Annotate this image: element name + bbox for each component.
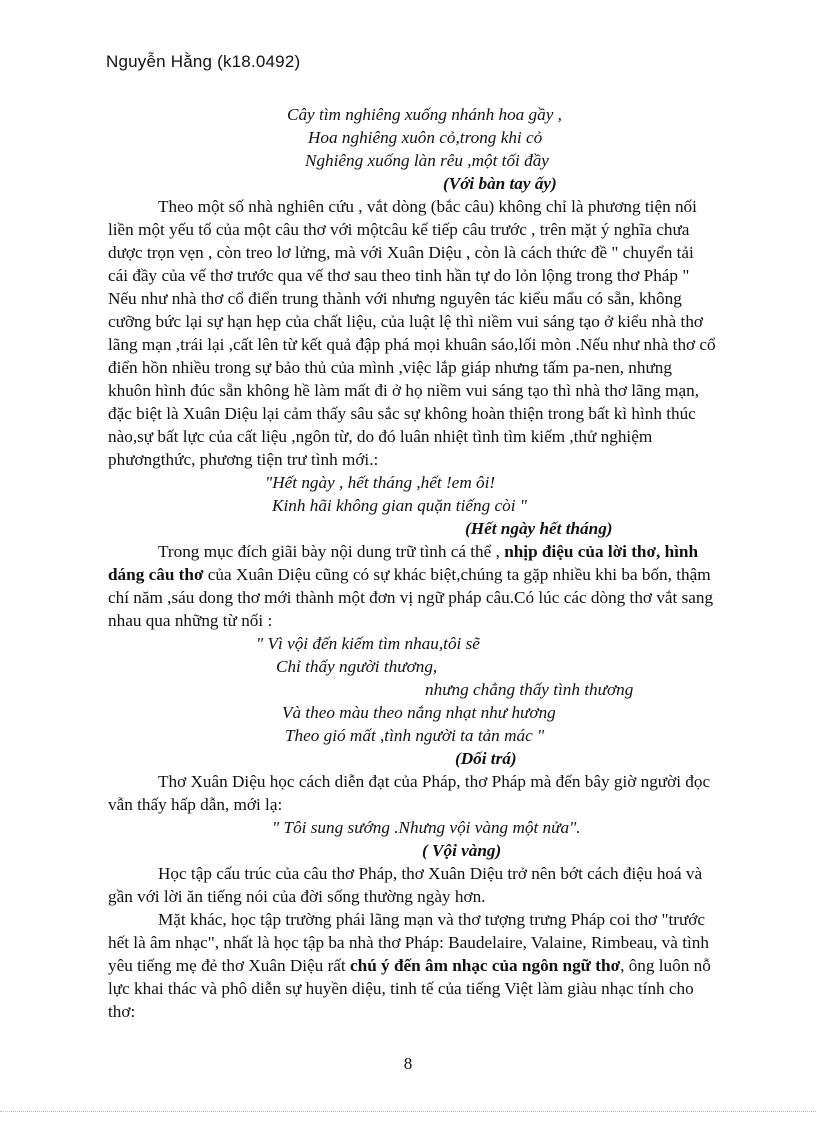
poem-line: Kinh hãi không gian quặn tiếng còi ": [272, 496, 527, 515]
poem-line: Cây tìm nghiêng xuống nhánh hoa gầy ,: [287, 105, 562, 124]
poem-line: nhưng chẳng thấy tình thương: [425, 680, 634, 699]
paragraph-line: Thơ Xuân Diệu học cách diễn đạt của Pháp, thơ Pháp mà đến bây giờ người đọc: [158, 772, 711, 791]
poem-line: Hoa nghiêng xuôn cỏ,trong khi cỏ: [308, 128, 543, 147]
poem-title: (Với bàn tay ấy): [443, 174, 557, 193]
paragraph-line: liền một yếu tố của một câu thơ với mộtcâu kế tiếp câu trước , trên mặt ý nghĩa chưa: [108, 220, 690, 239]
poem-line: Theo gió mất ,tình người ta tản mác ": [285, 726, 545, 745]
text-segment: của Xuân Diệu cũng có sự khác biệt,chúng ta gặp nhiều khi ba bốn, thậm: [203, 565, 711, 584]
paragraph-line: Mặt khác, học tập trường phái lãng mạn và thơ tượng trưng Pháp coi thơ "trước: [158, 910, 705, 929]
text-segment: Trong mục đích giãi bày nội dung trữ tình cá thể ,: [158, 542, 505, 561]
paragraph-line: Theo một số nhà nghiên cứu , vắt dòng (bắc câu) không chỉ là phương tiện nối: [158, 197, 697, 216]
page-number: 8: [403, 1054, 413, 1073]
emphasis-text: dáng câu thơ: [108, 565, 204, 584]
paragraph-line: Nếu như nhà thơ cổ điển trung thành với nhưng nguyên tác kiểu mẩu có sẵn, không: [108, 289, 682, 308]
paragraph-line: nào,sự bất lực của cất liệu ,ngôn từ, do đó luân nhiệt tình tìm kiếm ,thử nghiệm: [108, 427, 653, 446]
paragraph-line: đặc biệt là Xuân Diệu lại cảm thấy sâu sắc sự không hoàn thiện trong bất kì hình thúc: [108, 404, 696, 423]
paragraph-line: [108, 955, 711, 977]
paragraph-line: [158, 541, 698, 563]
poem-title: (Hết ngày hết tháng): [465, 519, 613, 538]
paragraph-line: khuôn hình đúc sẵn không hề làm mất đi ở họ niềm vui sáng tạo thì nhà thơ lãng mạn,: [108, 381, 700, 400]
page-header-author: Nguyễn Hằng (k18.0492): [106, 52, 301, 71]
paragraph-line: vẫn thấy hấp dẫn, mới lạ:: [108, 795, 283, 814]
paragraph-line: nhau qua những từ nối :: [108, 611, 273, 630]
page-bottom-divider: [0, 1111, 816, 1112]
paragraph-line: thơ:: [108, 1002, 136, 1021]
poem-title: ( Vội vàng): [422, 841, 502, 860]
paragraph-line: gần với lời ăn tiếng nói của đời sống thường ngày hơn.: [108, 887, 486, 906]
paragraph-line: lực khai thác và phô diễn sự huyền diệu, tinh tế của tiếng Việt làm giàu nhạc tính cho: [108, 979, 694, 998]
paragraph-line: hết là âm nhạc", nhất là học tập ba nhà thơ Pháp: Baudelaire, Valaine, Rimbeau, và tình: [108, 933, 709, 952]
paragraph-line: dược trọn vẹn , còn treo lơ lửng, mà với Xuân Diệu , còn là cách thức đề " chuyển tải: [108, 243, 694, 262]
poem-line: "Hết ngày , hết tháng ,hết !em ôi!: [265, 473, 496, 492]
paragraph-line: lãng mạn ,trái lại ,cất lên từ kết quả đập phá mọi khuân sáo,lối mòn .Nếu như nhà thơ cổ: [108, 335, 716, 354]
poem-line: " Vì vội đến kiếm tìm nhau,tôi sẽ: [256, 634, 480, 653]
poem-line: Nghiêng xuống làn rêu ,một tối đầy: [305, 151, 549, 170]
poem-title: (Dối trá): [455, 749, 517, 768]
emphasis-text: nhịp điệu của lời thơ, hình: [504, 542, 699, 561]
quote-line: " Tôi sung sướng .Nhưng vội vàng một nửa".: [272, 818, 581, 837]
paragraph-line: cái đầy của vế thơ trước qua vế thơ sau theo tinh hần tự do lỏn lộng trong thơ Pháp ": [108, 266, 690, 285]
paragraph-line: cưỡng bức lại sự hạn hẹp của chất liệu, của luật lệ thì niềm vui sáng tạo ở kiểu nhà thơ: [108, 312, 704, 331]
paragraph-line: Học tập cấu trúc của câu thơ Pháp, thơ Xuân Diệu trở nên bớt cách điệu hoá và: [158, 864, 703, 883]
poem-line: Và theo màu theo nắng nhạt như hương: [282, 703, 556, 722]
paragraph-line: điển hồn nhiều trong sự bảo thủ của mình ,việc lắp giáp nhưng tấm pa-nen, nhưng: [108, 358, 672, 377]
poem-line: Chỉ thấy người thương,: [276, 657, 438, 676]
emphasis-text: chú ý đến âm nhạc của ngôn ngữ thơ: [350, 956, 621, 975]
paragraph-line: chí năm ,sáu dong thơ mới thành một đơn vị ngữ pháp câu.Có lúc các dòng thơ vắt sang: [108, 588, 714, 607]
paragraph-line: phươngthức, phương tiện trư tình mới.:: [108, 450, 379, 469]
text-segment: yêu tiếng mẹ đẻ thơ Xuân Diệu rất: [108, 956, 351, 975]
paragraph-line: [108, 564, 711, 586]
text-segment: , ông luôn nỗ: [620, 956, 711, 975]
